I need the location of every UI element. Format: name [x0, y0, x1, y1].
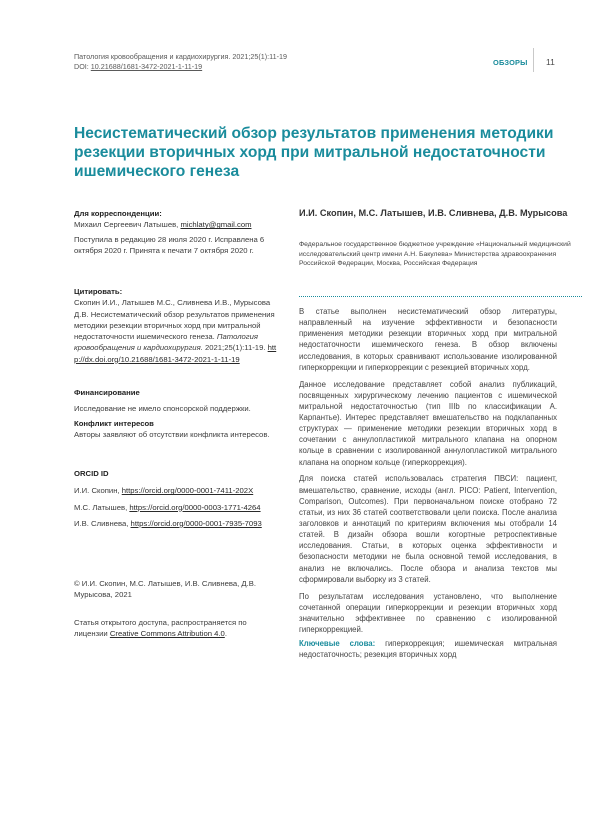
abstract-divider — [299, 296, 582, 297]
abstract — [299, 306, 557, 666]
orcid-block — [74, 468, 278, 529]
correspondence-heading: Для корреспонденции: — [74, 209, 162, 218]
abstract-paragraph: В статье выполнен несистематический обзор литературы, направленный на изучение эффективности и безопасности применения методики резекции вторичных хорд при митральной недостаточности ишемического генеза. В обзор включены исследования, в которых сравнивают использование изолированной гиперкоррекции и гиперкоррекции с резекцией вторичных хорд. — [299, 307, 557, 372]
doi-link[interactable]: 10.21688/1681-3472-2021-1-11-19 — [90, 62, 203, 71]
correspondence-block — [74, 208, 278, 256]
conflict-block — [74, 418, 278, 441]
doi-line: DOI: 10.21688/1681-3472-2021-1-11-19 — [74, 62, 203, 71]
article-title: Несистематический обзор результатов применения методики резекции вторичных хорд при митральной недостаточности ишемического генеза — [74, 125, 554, 180]
orcid-link[interactable]: https://orcid.org/0000-0001-7935-7093 — [130, 518, 262, 528]
journal-line: Патология кровообращения и кардиохирургия. 2021;25(1):11-19 — [74, 52, 287, 61]
authors-line: И.И. Скопин, М.С. Латышев, И.В. Сливнева, Д.В. Мурысова — [299, 208, 568, 218]
abstract-paragraph: Для поиска статей использовалась стратегия ПВСИ: пациент, вмешательство, сравнение, исходы (англ. PICO: Patient, Intervention, Comparison, Outcomes). При первоначальном поиске отобрано 72 статьи, из них 36 статей соответствовали цели поиска. После анализа заголовков и аннотаций по критериям включения мы отобрали 14 статей. В дизайн обзора вошли когортные ретроспективные исследования. Статьи, в которых оценка эффективности и безопасности методики не была основной темой исследования, в анализ не включались. После обзора и анализа текстов мы сформировали выборку из 3 статей. — [299, 474, 557, 584]
correspondence-contact: Михаил Сергеевич Латышев, michlaty@gmail.com — [74, 220, 252, 230]
funding-block — [74, 387, 278, 415]
keywords-label: Ключевые слова: — [299, 639, 376, 649]
funding-heading: Финансирование — [74, 388, 140, 397]
conflict-heading: Конфликт интересов — [74, 419, 154, 428]
license-line: Статья открытого доступа, распространяется по лицензии Creative Commons Attribution 4.0. — [74, 618, 247, 639]
orcid-entry: М.С. Латышев, https://orcid.org/0000-0003-1771-4264 — [74, 502, 261, 512]
citation-block — [74, 286, 278, 365]
article-dates: Поступила в редакцию 28 июля 2020 г. Исправлена 6 октября 2020 г. Принята к печати 7 октября 2020 г. — [74, 234, 265, 255]
citation-doi-link[interactable]: http://dx.doi.org/10.21688/1681-3472-2021-1-11-19 — [74, 343, 277, 364]
orcid-heading: ORCID ID — [74, 469, 109, 478]
citation-text: Скопин И.И., Латышев М.С., Сливнева И.В., Мурысова Д.В. Несистематический обзор результатов применения методики резекции вторичных хорд при митральной недостаточности ишемического генеза. Патология кровообращения и кардиохирургия. 2021;25(1):11-19. http://dx.doi.org/10.21688/1681-3472-2021-1-11-19 — [74, 298, 277, 364]
orcid-link[interactable]: https://orcid.org/0000-0003-1771-4264 — [129, 502, 261, 512]
copyright-line: © И.И. Скопин, М.С. Латышев, И.В. Сливнева, Д.В. Мурысова, 2021 — [74, 579, 257, 600]
abstract-paragraph: По результатам исследования установлено, что выполнение сочетанной операции гиперкоррекции и резекции вторичных хорд значительно эффективнее по сравнению с изолированной гиперкоррекцией. — [299, 591, 557, 634]
keywords: Ключевые слова: гиперкоррекция; ишемическая митральная недостаточность; резекция вторичных хорд — [299, 639, 557, 660]
affiliation: Федеральное государственное бюджетное учреждение «Национальный медицинский исследовательский центр имени А.Н. Бакулева» Министерства здравоохранения Российской Федерации, Москва, Российская Федерация — [299, 241, 571, 268]
running-header — [74, 52, 287, 72]
section-label: ОБЗОРЫ — [493, 58, 528, 67]
email-link[interactable]: michlaty@gmail.com — [180, 220, 252, 230]
funding-text: Исследование не имело спонсорской поддержки. — [74, 404, 251, 414]
orcid-link[interactable]: https://orcid.org/0000-0001-7411-202X — [121, 486, 254, 496]
page-number: 11 — [546, 57, 555, 67]
conflict-text: Авторы заявляют об отсутствии конфликта интересов. — [74, 430, 270, 440]
abstract-paragraph: Данное исследование представляет собой анализ публикаций, посвященных хирургическому лечению пациентов с ишемической митральной недостаточностью (тип IIIb по классификации А. Карпантье). Интерес представляет вмешательство на подклапанных структурах — применение методики резекции вторичных хорд в сочетании с аннулопластикой митрального клапана на опорном кольце в сравнении с изолированной аннулопластикой митрального клапана на опорном кольце (гиперкоррекция). — [299, 379, 557, 467]
license-link[interactable]: Creative Commons Attribution 4.0 — [109, 629, 225, 639]
orcid-entry: И.И. Скопин, https://orcid.org/0000-0001-7411-202X — [74, 486, 254, 496]
header-divider — [533, 48, 534, 72]
citation-heading: Цитировать: — [74, 287, 123, 296]
orcid-entry: И.В. Сливнева, https://orcid.org/0000-0001-7935-7093 — [74, 518, 262, 528]
